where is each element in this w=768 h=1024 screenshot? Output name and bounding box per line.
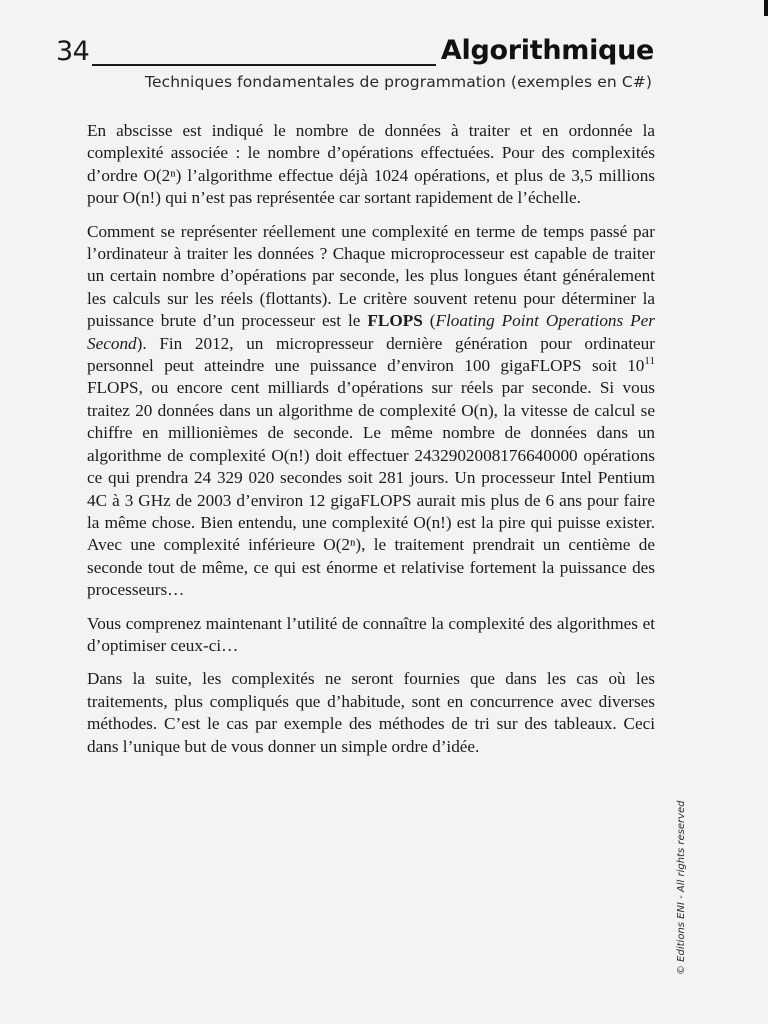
page-number: 34: [56, 36, 90, 67]
paragraph-2-part-1: Comment se représenter réellement une complexité en terme de temps passé par l’ordinateur à traiter les données ? Chaque microprocesseur est capable de traiter un certain nombre d’opérations par seconde, les plus longues étant généralement les calculs sur les réels (flottants). Le critère souvent retenu pour déterminer la puissance brute d’un processeur est le: [87, 221, 655, 331]
paragraph-2: [87, 221, 655, 602]
paragraph-2-part-2: ). Fin 2012, un micropresseur dernière génération pour ordinateur personnel peut atteindre une puissance d’environ 100 gigaFLOPS soit 10: [87, 333, 655, 376]
page-edge-mark: [764, 0, 768, 16]
paragraph-3: Vous comprenez maintenant l’utilité de connaître la complexité des algorithmes et d’optimiser ceux-ci…: [87, 613, 655, 655]
running-header: [56, 34, 654, 74]
paragraph-4: Dans la suite, les complexités ne seront fournies que dans les cas où les traitements, plus compliqués que d’habitude, sont en concurrence avec diverses méthodes. C’est le cas par exemple des méthodes de tri sur des tableaux. Ceci dans l’unique but de vous donner un simple ordre d’idée.: [87, 669, 655, 756]
paragraph-2-part-3: FLOPS, ou encore cent milliards d’opérations sur réels par seconde. Si vous traitez 20 données dans un algorithme de complexité O(n), la vitesse de calcul se chiffre en millionièmes de seconde. Le même nombre de données dans un algorithme de complexité O(n!) doit effectuer 2432902008176640000 opérations ce qui prendra 24 329 020 secondes soit 281 jours. Un processeur Intel Pentium 4C à 3 GHz de 2003 d’environ 12 gigaFLOPS aurait mis plus de 6 ans pour faire la même chose. Bien entendu, une complexité O(n!) est la pire qui puisse exister. Avec une complexité inférieure O(2ⁿ), le traitement prendrait un centième de seconde tout de même, ce qui est énorme et relativise fortement la puissance des processeurs…: [87, 378, 655, 600]
book-title: Algorithmique: [440, 35, 654, 66]
paren-open: (: [422, 311, 436, 331]
body-text: [87, 120, 655, 769]
flops-expansion: Floating Point Operations Per Second: [87, 311, 655, 353]
flops-term: FLOPS: [367, 311, 423, 331]
book-subtitle: Techniques fondamentales de programmation (exemples en C#): [145, 73, 652, 91]
copyright-notice: © Editions ENI - All rights reserved: [676, 800, 687, 975]
exponent-11: 11: [644, 355, 655, 368]
paragraph-1: En abscisse est indiqué le nombre de données à traiter et en ordonnée la complexité associée : le nombre d’opérations effectuées. Pour des complexités d’ordre O(2ⁿ) l’algorithme effectue déjà 1024 opérations, et plus de 3,5 millions pour O(n!) qui n’est pas représentée car sortant rapidement de l’échelle.: [87, 121, 655, 208]
header-rule: [92, 64, 436, 66]
